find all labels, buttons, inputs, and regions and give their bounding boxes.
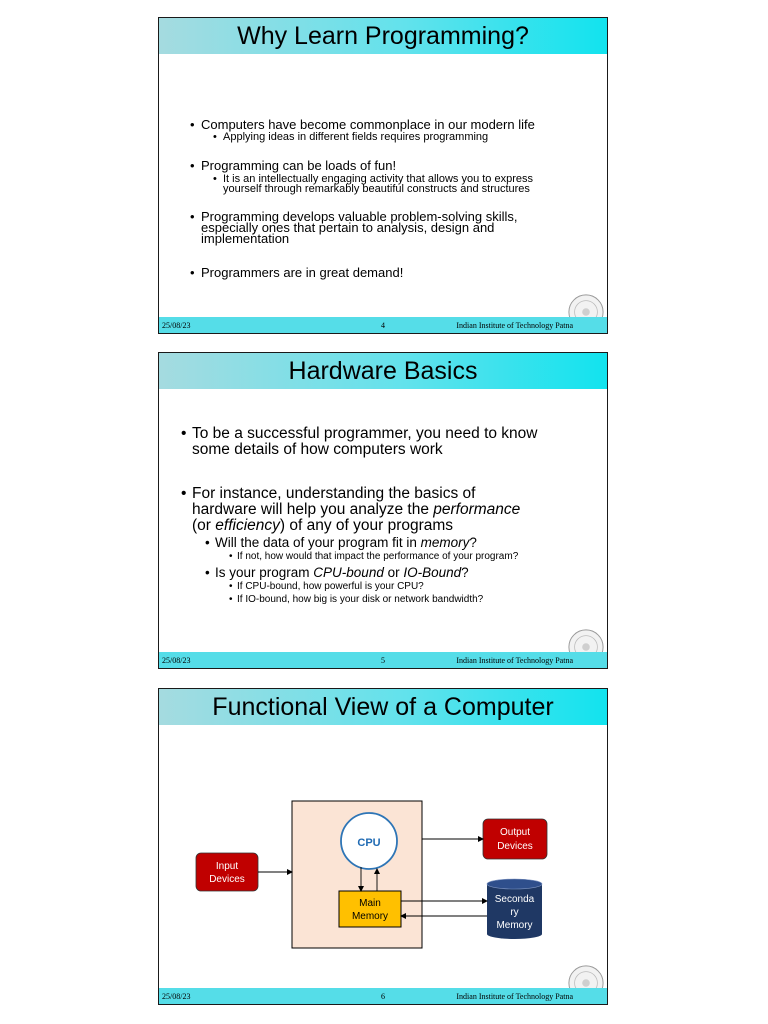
title-bar <box>159 18 607 54</box>
slide-footer <box>159 988 607 1004</box>
sub-sub-bullet: • If IO-bound, how big is your disk or network bandwidth? <box>237 594 483 606</box>
sub-bullet: • Applying ideas in different fields requires programming <box>223 132 488 142</box>
bullet: • Programming develops valuable problem-solving skills, especially ones that pertain to analysis, design and implementation <box>201 211 517 244</box>
footer-institute: Indian Institute of Technology Patna <box>456 992 573 1001</box>
bullet: • Programmers are in great demand! <box>201 267 403 278</box>
sub-sub-bullet: • If not, how would that impact the performance of your program? <box>237 551 518 563</box>
main-memory-label: Main <box>359 898 381 909</box>
sub-sub-bullet: • If CPU-bound, how powerful is your CPU? <box>237 581 424 593</box>
slide-body <box>159 54 607 317</box>
secondary-memory-label: Memory <box>496 920 533 931</box>
footer-institute: Indian Institute of Technology Patna <box>456 321 573 330</box>
footer-date: 25/08/23 <box>162 992 191 1001</box>
input-devices-label: Devices <box>209 874 245 885</box>
bullet: • To be a successful programmer, you need to know some details of how computers work <box>192 426 538 458</box>
slide-4 <box>158 17 608 334</box>
sub-bullet: • It is an intellectually engaging activity that allows you to express yourself through remarkably beautiful constructs and structures <box>223 174 533 194</box>
slide-title: Functional View of a Computer <box>212 692 554 721</box>
output-devices-box <box>483 819 547 859</box>
page-number: 4 <box>381 321 385 330</box>
secondary-memory-label: Seconda <box>494 894 535 905</box>
bullet: • Computers have become commonplace in our modern life <box>201 119 535 130</box>
output-devices-label: Devices <box>497 841 533 852</box>
slide-title: Hardware Basics <box>288 356 478 385</box>
cpu-label: CPU <box>357 837 381 849</box>
footer-institute: Indian Institute of Technology Patna <box>456 656 573 665</box>
main-memory-label: Memory <box>351 911 389 922</box>
title-bar <box>159 353 607 389</box>
slide-body <box>159 389 607 652</box>
footer-date: 25/08/23 <box>162 321 191 330</box>
slide-5 <box>158 352 608 669</box>
output-devices-label: Output <box>499 827 531 838</box>
sub-bullet: • Will the data of your program fit in memory? <box>215 535 477 550</box>
bullet: • Programming can be loads of fun! <box>201 160 396 171</box>
input-devices-label: Input <box>215 861 239 872</box>
footer-date: 25/08/23 <box>162 656 191 665</box>
slide-6 <box>158 688 608 1005</box>
secondary-memory-label: ry <box>510 907 519 918</box>
sub-bullet: • Is your program CPU-bound or IO-Bound? <box>215 565 469 580</box>
bullet: • For instance, understanding the basics of hardware will help you analyze the performance (or efficiency) of any of your programs <box>192 486 520 534</box>
page-number: 6 <box>381 992 385 1001</box>
slide-title: Why Learn Programming? <box>237 21 529 50</box>
input-devices-box <box>196 853 258 891</box>
slide-footer <box>159 317 607 333</box>
slide-footer <box>159 652 607 668</box>
computer-diagram <box>159 689 608 1005</box>
page-number: 5 <box>381 656 385 665</box>
